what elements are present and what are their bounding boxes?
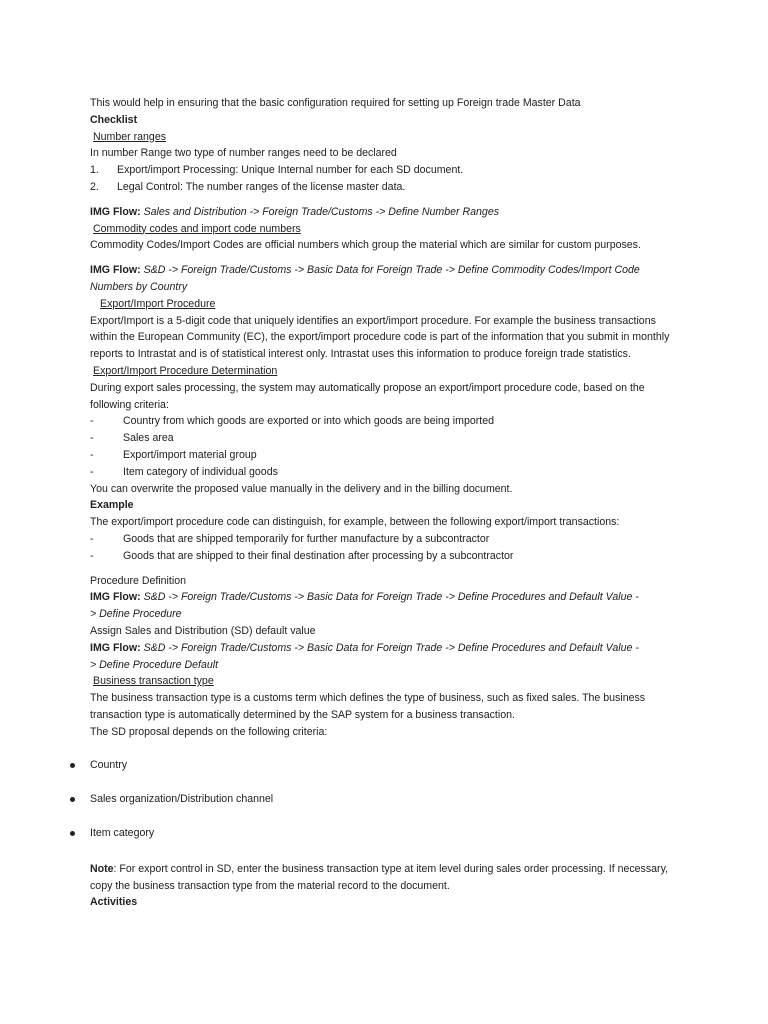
item-number: 2. (90, 180, 99, 193)
commodity-text: Commodity Codes/Import Codes are official numbers which group the material which are similar for custom purposes. (90, 239, 641, 252)
bullet-item (90, 757, 690, 774)
img-flow-path: S&D -> Foreign Trade/Customs -> Basic Data for Foreign Trade -> Define Procedures and Default Value - (143, 641, 639, 654)
example-text: The export/import procedure code can distinguish, for example, between the following export/import transactions: (90, 516, 620, 529)
checklist-heading: Checklist (90, 113, 138, 126)
example-heading: Example (90, 499, 134, 512)
business-line: The business transaction type is a customs term which defines the type of business, such as fixed sales. The business (90, 692, 646, 705)
example-item (90, 531, 690, 548)
dash-marker: - (90, 532, 94, 545)
bullet-item (90, 825, 690, 842)
number-ranges-text: In number Range two type of number ranges need to be declared (90, 147, 397, 160)
numbered-item (90, 179, 690, 196)
img-flow-label: IMG Flow: (90, 591, 141, 604)
img-flow-line (90, 640, 690, 657)
intro-text: This would help in ensuring that the basic configuration required for setting up Foreign trade Master Data (90, 97, 581, 109)
business-line: transaction type is automatically determined by the SAP system for a business transaction. (90, 708, 515, 721)
bullet-text: Item category (90, 827, 155, 840)
criteria-text: Item category of individual goods (123, 465, 278, 478)
determination-line: During export sales processing, the system may automatically propose an export/import procedure code, based on the (90, 381, 645, 394)
img-flow-line (90, 262, 690, 279)
determination-heading: Export/Import Procedure Determination (93, 364, 278, 377)
img-flow-label: IMG Flow: (90, 264, 141, 277)
note-line (90, 861, 690, 878)
bullet-text: Sales organization/Distribution channel (90, 793, 274, 806)
assign-text: Assign Sales and Distribution (SD) default value (90, 624, 316, 637)
criteria-item (90, 464, 690, 481)
overwrite-text: You can overwrite the proposed value manually in the delivery and in the billing document. (90, 482, 513, 495)
item-number: 1. (90, 164, 99, 177)
img-flow-path: Sales and Distribution -> Foreign Trade/Customs -> Define Number Ranges (143, 205, 500, 218)
img-flow-label: IMG Flow: (90, 641, 141, 654)
example-item (90, 548, 690, 565)
img-flow-path: S&D -> Foreign Trade/Customs -> Basic Data for Foreign Trade -> Define Commodity Codes/Import Code (143, 264, 640, 277)
dash-marker: - (90, 549, 94, 562)
note-label: Note (90, 862, 114, 875)
img-flow-line (90, 204, 690, 221)
procedure-line: reports to Intrastat and is of statistical interest only. Intrastat uses this information to produce foreign trade statistics. (90, 348, 631, 361)
document-body (90, 95, 690, 911)
business-line: The SD proposal depends on the following criteria: (90, 725, 328, 738)
item-text: Legal Control: The number ranges of the license master data. (117, 180, 406, 193)
dash-marker: - (90, 448, 94, 461)
img-flow-line (90, 589, 690, 606)
determination-line: following criteria: (90, 398, 169, 411)
criteria-item (90, 447, 690, 464)
criteria-item (90, 430, 690, 447)
commodity-heading: Commodity codes and import code numbers (93, 222, 301, 235)
business-transaction-heading: Business transaction type (93, 675, 214, 688)
img-flow-path-continued: > Define Procedure Default (90, 658, 219, 671)
dash-marker: - (90, 432, 94, 445)
dash-marker: - (90, 465, 94, 478)
bullet-item (90, 791, 690, 808)
example-item-text: Goods that are shipped temporarily for further manufacture by a subcontractor (123, 532, 490, 545)
dash-marker: - (90, 415, 94, 428)
procedure-heading: Export/Import Procedure (100, 297, 216, 310)
criteria-text: Country from which goods are exported or into which goods are being imported (123, 415, 494, 428)
example-item-text: Goods that are shipped to their final destination after processing by a subcontractor (123, 549, 514, 562)
procedure-definition-heading: Procedure Definition (90, 574, 186, 587)
activities-heading: Activities (90, 896, 138, 909)
img-flow-path-continued: > Define Procedure (90, 608, 182, 621)
img-flow-path: S&D -> Foreign Trade/Customs -> Basic Data for Foreign Trade -> Define Procedures and Default Value - (143, 591, 639, 604)
number-ranges-heading: Number ranges (93, 130, 167, 143)
procedure-line: within the European Community (EC), the export/import procedure code is part of the information that you submit in monthly (90, 331, 670, 344)
bullet-text: Country (90, 759, 128, 772)
criteria-item (90, 413, 690, 430)
img-flow-path-continued: Numbers by Country (90, 280, 188, 293)
procedure-line: Export/Import is a 5-digit code that uniquely identifies an export/import procedure. For example the business transactions (90, 314, 656, 327)
note-text: : For export control in SD, enter the business transaction type at item level during sales order processing. If necessary, (113, 862, 669, 875)
bullet-icon (70, 797, 75, 802)
note-text-continued: copy the business transaction type from the material record to the document. (90, 879, 450, 892)
bullet-icon (70, 831, 75, 836)
img-flow-label: IMG Flow: (90, 205, 141, 218)
numbered-item (90, 162, 690, 179)
bullet-icon (70, 763, 75, 768)
criteria-text: Export/import material group (123, 448, 257, 461)
item-text: Export/import Processing: Unique Internal number for each SD document. (117, 164, 464, 177)
criteria-text: Sales area (123, 432, 174, 445)
